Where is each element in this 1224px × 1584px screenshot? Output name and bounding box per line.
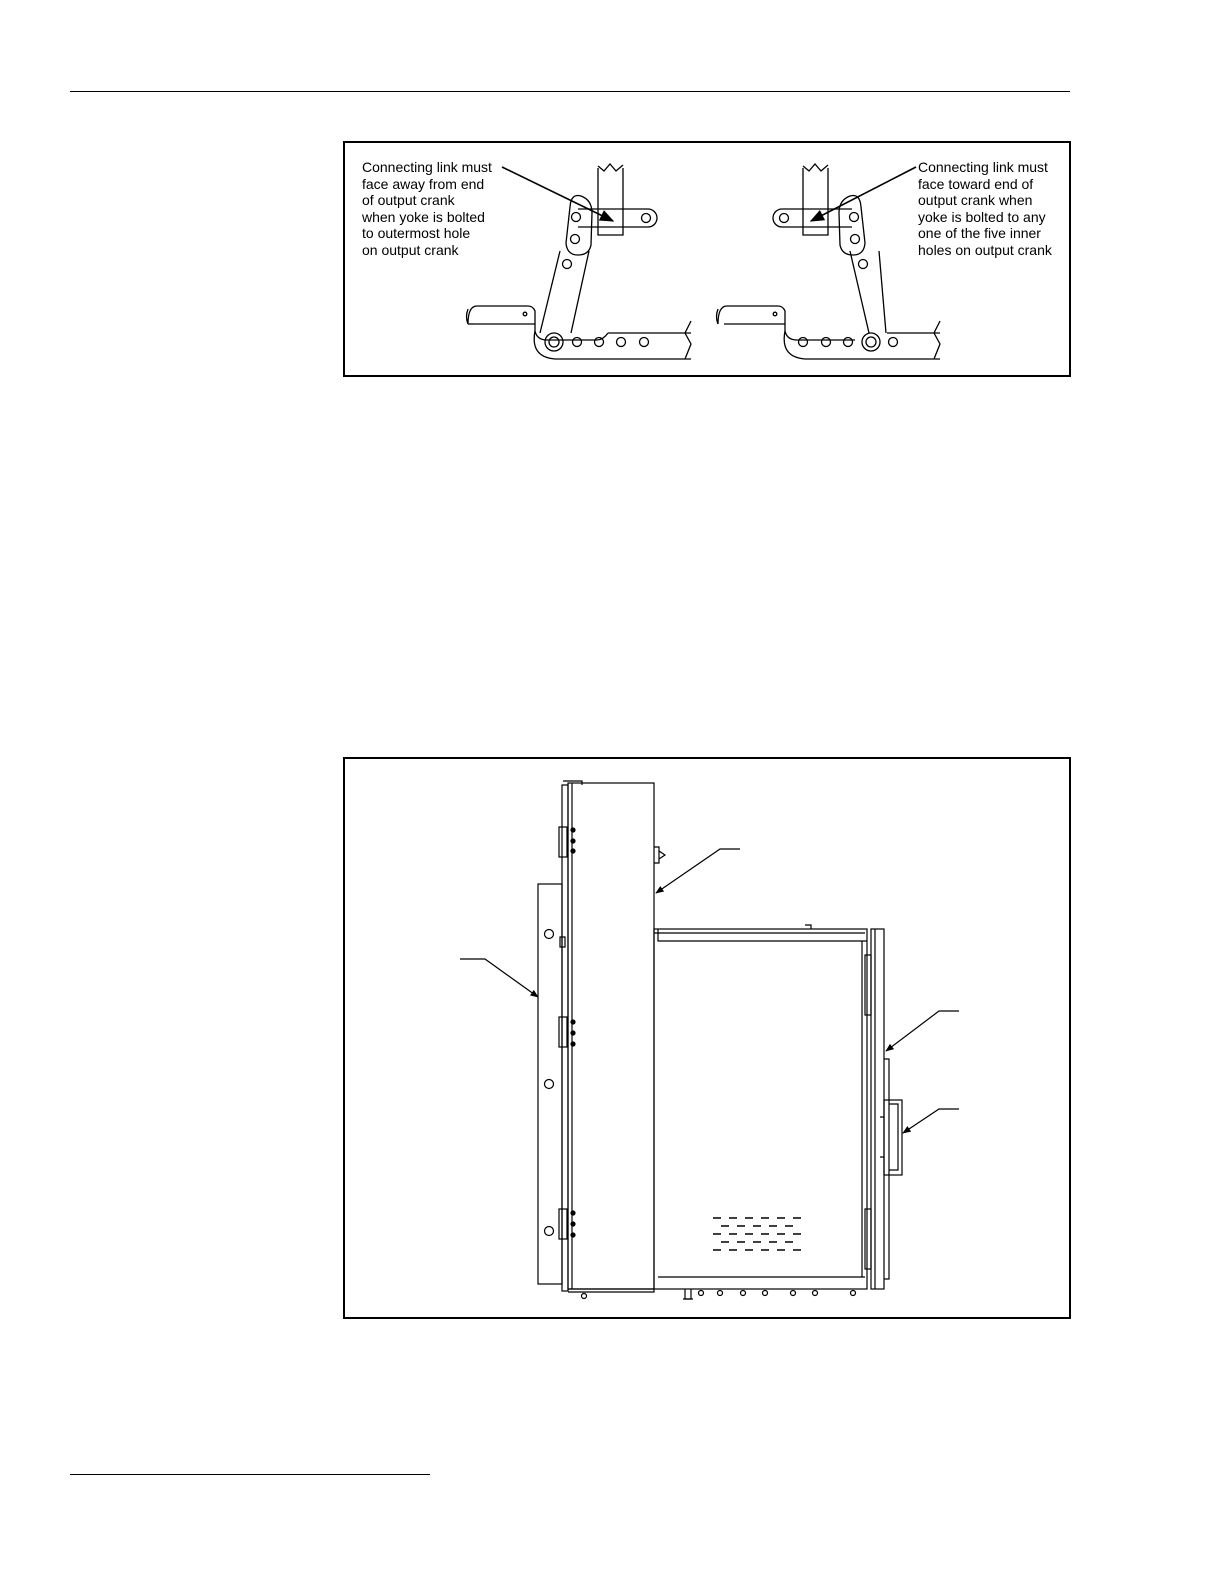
callout-left-line: when yoke is bolted [362, 208, 485, 225]
callout-left-line: face away from end [362, 175, 485, 192]
callout-left-line: on output crank [362, 241, 459, 258]
figure-linkage-orientation [343, 141, 1071, 377]
header-rule [70, 91, 1070, 92]
callout-right-line: Connecting link must [918, 159, 1048, 175]
callout-left-line: of output crank [362, 192, 455, 208]
footer-rule [70, 1474, 430, 1475]
right-linkage [717, 164, 941, 359]
left-linkage [467, 164, 692, 359]
callout-left-line: to outermost hole [362, 225, 471, 241]
enclosure-side-panel [871, 929, 902, 1289]
callout-right-line: one of the five inner [918, 225, 1041, 241]
callout-right-line: output crank when [918, 192, 1033, 208]
enclosure-drawing [345, 759, 1073, 1321]
enclosure-tall-section [559, 781, 665, 1299]
callout-right-line: holes on output crank [918, 241, 1052, 258]
linkage-drawing [345, 143, 1073, 379]
figure-enclosure-side-view [343, 757, 1071, 1319]
enclosure-cabinet [654, 925, 871, 1299]
callout-left-line: Connecting link must [362, 159, 492, 175]
leader-line-left [460, 959, 538, 997]
leader-line-right-lower [903, 1109, 959, 1133]
leader-line-right-upper [886, 1011, 959, 1051]
callout-right-line: yoke is bolted to any [918, 208, 1046, 225]
vent-slots [713, 1218, 801, 1250]
callout-right-line: face toward end of [918, 175, 1034, 192]
leader-line-top [656, 849, 740, 893]
